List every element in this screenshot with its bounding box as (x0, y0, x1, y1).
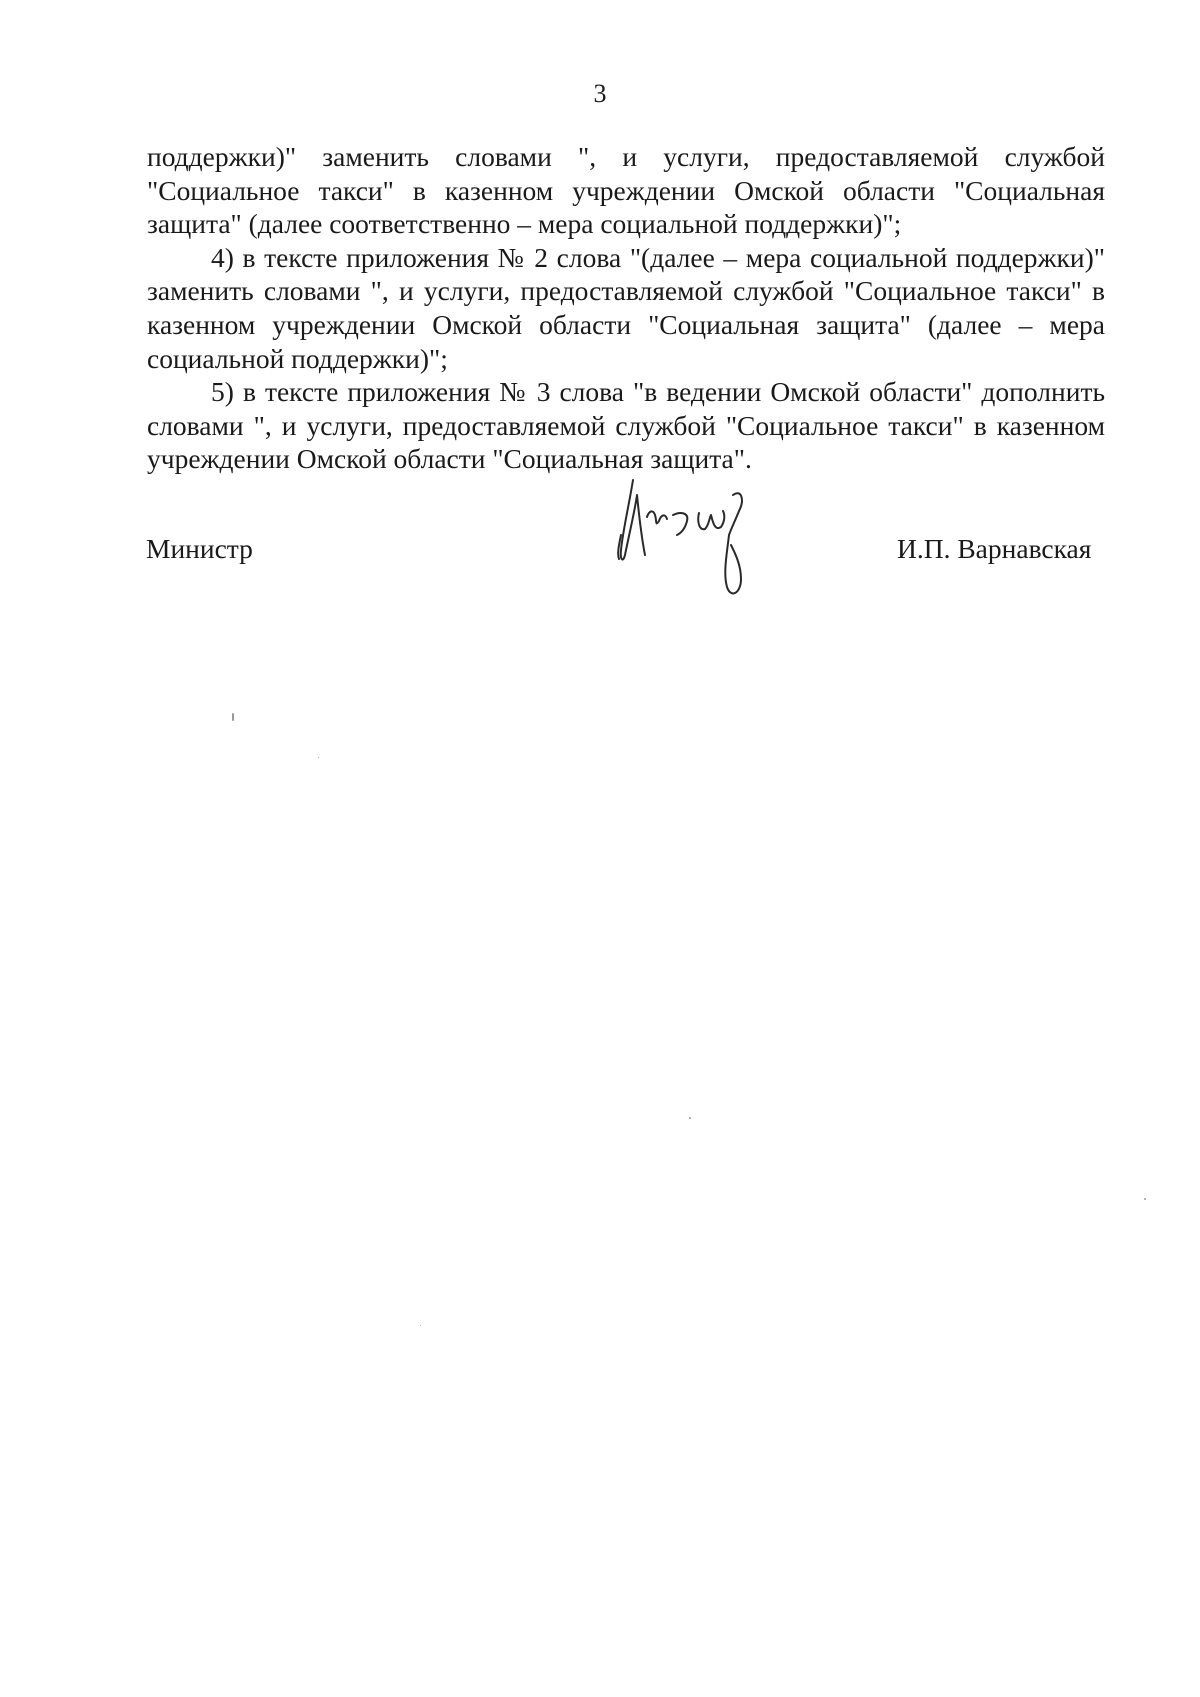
handwritten-signature-icon (615, 475, 790, 610)
scan-speck (420, 1325, 421, 1326)
signatory-name: И.П. Варнавская (897, 533, 1092, 564)
scan-speck (232, 713, 234, 721)
document-body (147, 140, 1105, 476)
paragraph-item-5: 5) в тексте приложения № 3 слова "в ведении Омской области" дополнить словами ", и услуги, предоставляемой службой "Социальное такси" в казенном учреждении Омской области "Социальная защита". (147, 376, 1105, 475)
page-number: 3 (593, 79, 607, 108)
scan-speck (689, 1117, 691, 1119)
paragraph-item-4: 4) в тексте приложения № 2 слова "(далее – мера социальной поддержки)" заменить словами ", и услуги, предоставляемой службой "Социальное такси" в казенном учреждении Омской области "Социальная защита" (далее – мера социальной поддержки)"; (147, 241, 1105, 374)
scan-speck (1144, 1198, 1146, 1200)
paragraph-continuation: поддержки)" заменить словами ", и услуги, предоставляемой службой "Социальное такси" в казенном учреждении Омской области "Социальная защита" (далее соответственно – мера социальной поддержки)"; (147, 141, 1105, 240)
signatory-role: Министр (146, 533, 253, 564)
scan-speck (318, 757, 319, 758)
